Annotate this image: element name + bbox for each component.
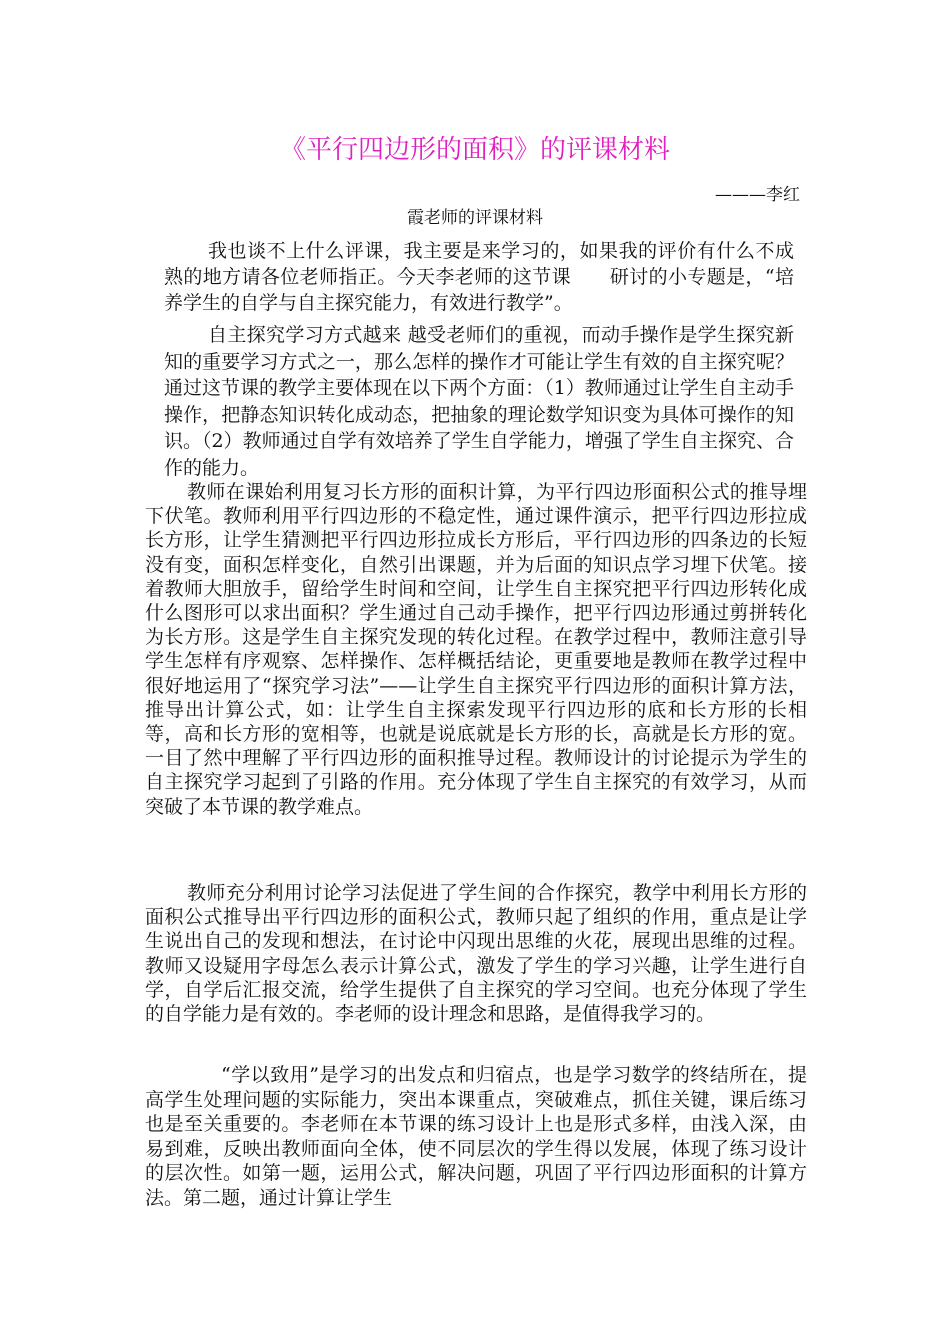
paragraph-inquiry: 自主探究学习方式越来 越受老师们的重视，而动手操作是学生探究新知的重要学习方式之一，那么怎样的操作才可能让学生有效的自主探究呢？通过这节课的教学主要体现在以下两个方面：（1）教师通过让学生自主动手操作，把静态知识转化成动态，把抽象的理论数学知识变为具体可操作的知识。（2）教师通过自学有效培养了学生自学能力，增强了学生自主探究、合作的能力。: [164, 324, 794, 479]
paragraph-intro: 我也谈不上什么评课，我主要是来学习的，如果我的评价有什么不成熟的地方请各位老师指正。今天李老师的这节课 研讨的小专题是，“培养学生的自学与自主探究能力，有效进行教学”。: [164, 240, 794, 314]
document-title: 《平行四边形的面积》的评课材料: [279, 135, 670, 165]
paragraph-practice: “学以致用”是学习的出发点和归宿点，也是学习数学的终结所在，提高学生处理问题的实际能力，突出本课重点，突破难点，抓住关键，课后练习也是至关重要的。李老师在本节课的练习设计上也是形式多样，由浅入深，由易到难，反映出教师面向全体，使不同层次的学生得以发展，体现了练习设计的层次性。如第一题，运用公式，解决问题，巩固了平行四边形面积的计算方法。第二题，通过计算让学生: [145, 1064, 807, 1209]
author-line-1: ———李红: [715, 185, 800, 205]
author-line-2: 霞老师的评课材料: [407, 208, 543, 228]
paragraph-discussion: 教师充分利用讨论学习法促进了学生间的合作探究，教学中利用长方形的面积公式推导出平行四边形的面积公式，教师只起了组织的作用，重点是让学生说出自己的发现和想法，在讨论中闪现出思维的火花，展现出思维的过程。教师又设疑用字母怎么表示计算公式，激发了学生的学习兴趣，让学生进行自学，自学后汇报交流，给学生提供了自主探究的学习空间。也充分体现了学生的自学能力是有效的。李老师的设计理念和思路，是值得我学习的。: [145, 882, 807, 1026]
paragraph-lesson-process: 教师在课始利用复习长方形的面积计算，为平行四边形面积公式的推导埋下伏笔。教师利用平行四边形的不稳定性，通过课件演示，把平行四边形拉成长方形，让学生猜测把平行四边形拉成长方形后，平行四边形的四条边的长短没有变，面积怎样变化，自然引出课题，并为后面的知识点学习埋下伏笔。接着教师大胆放手，留给学生时间和空间，让学生自主探究把平行四边形转化成什么图形可以求出面积？学生通过自己动手操作，把平行四边形通过剪拼转化为长方形。这是学生自主探究发现的转化过程。在教学过程中，教师注意引导学生怎样有序观察、怎样操作、怎样概括结论，更重要地是教师在教学过程中很好地运用了“探究学习法”——让学生自主探究平行四边形的面积计算方法，推导出计算公式，如：让学生自主探索发现平行四边形的底和长方形的长相等，高和长方形的宽相等，也就是说底就是长方形的长，高就是长方形的宽。一目了然中理解了平行四边形的面积推导过程。教师设计的讨论提示为学生的自主探究学习起到了引路的作用。充分体现了学生自主探究的有效学习，从而突破了本节课的教学难点。: [145, 481, 807, 818]
